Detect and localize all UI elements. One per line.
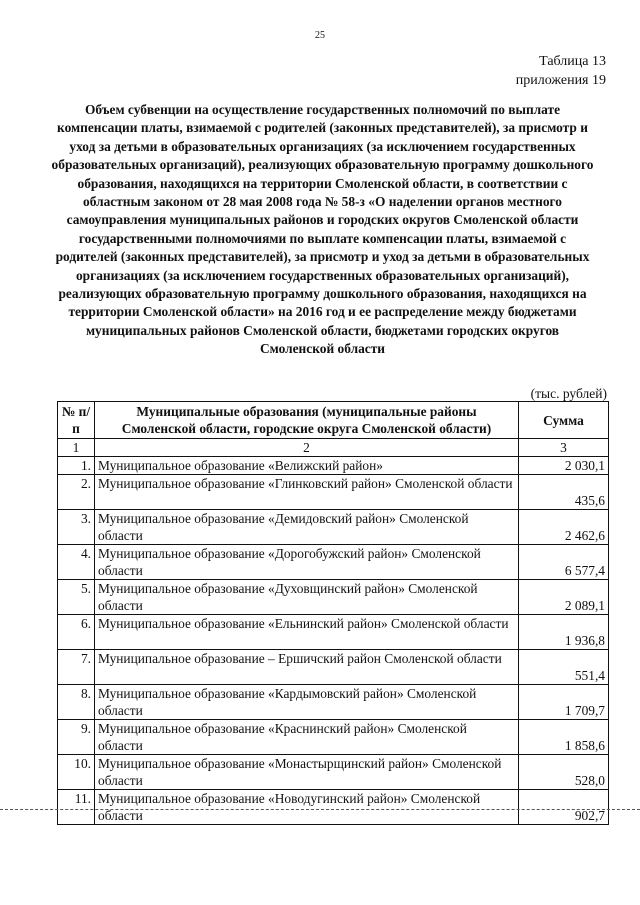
row-amount: 2 089,1 [519,580,609,615]
row-municipality: Муниципальное образование «Кардымовский район» Смоленской области [95,685,519,720]
column-index-row [58,439,609,457]
table-row [58,685,609,720]
row-municipality: Муниципальное образование «Глинковский район» Смоленской области [95,475,519,510]
table-number: Таблица 13 [539,54,606,69]
row-municipality: Муниципальное образование «Ельнинский район» Смоленской области [95,615,519,650]
subsidy-table [57,401,609,825]
row-amount: 528,0 [519,755,609,790]
row-number: 9. [58,720,95,755]
table-row [58,790,609,825]
row-number: 3. [58,510,95,545]
row-amount: 435,6 [519,475,609,510]
table-row [58,580,609,615]
header-sum: Сумма [519,402,609,439]
header-name: Муниципальные образования (муниципальные районы Смоленской области, городские округа Смоленской области) [95,402,519,439]
table-body [58,439,609,825]
page-number: 25 [315,30,325,41]
appendix-number: приложения 19 [515,73,606,88]
row-municipality: Муниципальное образование – Ершичский район Смоленской области [95,650,519,685]
column-index: 2 [95,439,519,457]
table-row [58,615,609,650]
page-cut-line [0,809,640,810]
table-row [58,475,609,510]
row-amount: 2 462,6 [519,510,609,545]
row-amount: 902,7 [519,790,609,825]
row-amount: 1 709,7 [519,685,609,720]
table-reference [516,52,606,90]
row-municipality: Муниципальное образование «Дорогобужский район» Смоленской области [95,545,519,580]
table-row [58,457,609,475]
row-number: 4. [58,545,95,580]
table-header-row [58,402,609,439]
row-amount: 551,4 [519,650,609,685]
row-municipality: Муниципальное образование «Монастырщинский район» Смоленской области [95,755,519,790]
document-title: Объем субвенции на осуществление государственных полномочий по выплате компенсации платы, взимаемой с родителей (законных представителей), за присмотр и уход за детьми в образовательных организациях (за исключением государственных образовательных организаций), реализующих образовательную программу дошкольного образования, находящихся на территории Смоленской области, в соответствии с областным законом от 28 мая 2008 года № 58-з «О наделении органов местного самоуправления муниципальных районов и городских округов Смоленской области государственными полномочиями по выплате компенсации платы, взимаемой с родителей (законных представителей), за присмотр и уход за детьми в образовательных организациях (за исключением государственных образовательных организаций), реализующих образовательную программу дошкольного образования, находящихся на территории Смоленской области» на 2016 год и ее распределение между бюджетами муниципальных районов Смоленской области, бюджетами городских округов Смоленской области [51,102,594,357]
column-index: 3 [519,439,609,457]
row-municipality: Муниципальное образование «Демидовский район» Смоленской области [95,510,519,545]
row-number: 6. [58,615,95,650]
units-label: (тыс. рублей) [530,386,607,401]
column-index: 1 [58,439,95,457]
row-municipality: Муниципальное образование «Духовщинский район» Смоленской области [95,580,519,615]
table-row [58,650,609,685]
row-number: 1. [58,457,95,475]
table-row [58,720,609,755]
row-number: 8. [58,685,95,720]
row-municipality: Муниципальное образование «Велижский район» [95,457,519,475]
row-number: 7. [58,650,95,685]
row-number: 5. [58,580,95,615]
table-row [58,510,609,545]
table-row [58,545,609,580]
row-amount: 2 030,1 [519,457,609,475]
row-number: 2. [58,475,95,510]
row-municipality: Муниципальное образование «Новодугинский район» Смоленской области [95,790,519,825]
row-number: 10. [58,755,95,790]
table-row [58,755,609,790]
row-number: 11. [58,790,95,825]
row-municipality: Муниципальное образование «Краснинский район» Смоленской области [95,720,519,755]
header-num: № п/п [58,402,95,439]
row-amount: 6 577,4 [519,545,609,580]
row-amount: 1 858,6 [519,720,609,755]
row-amount: 1 936,8 [519,615,609,650]
